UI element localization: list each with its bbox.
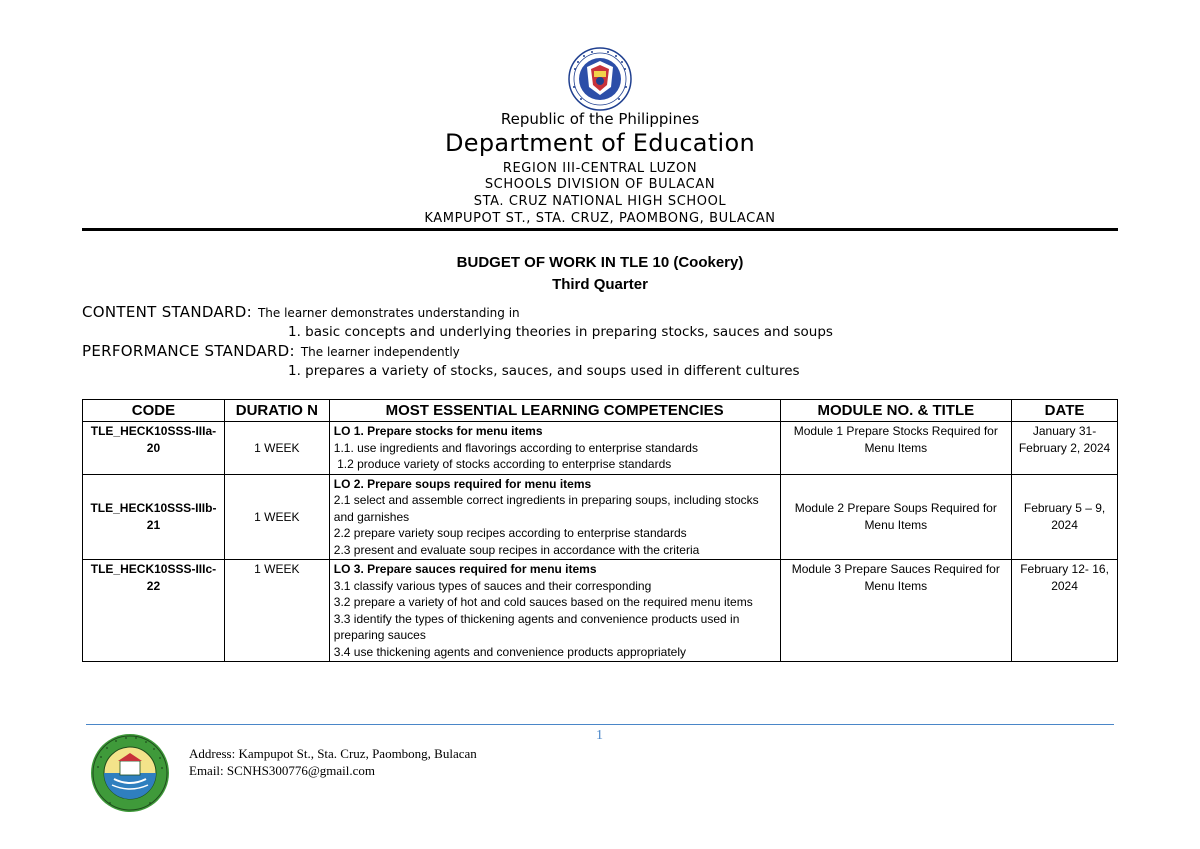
table-row (83, 422, 1118, 475)
learning-outcome-title: LO 3. Prepare sauces required for menu items (333, 562, 597, 576)
footer-address: Address: Kampupot St., Sta. Cruz, Paombong, Bulacan (189, 746, 477, 761)
date-cell: February 5 – 9, 2024 (1012, 474, 1118, 560)
code-cell: TLE_HECK10SSS-IIIc-22 (83, 560, 225, 662)
header-module: MODULE NO. & TITLE (780, 400, 1012, 422)
department-heading: Department of Education (444, 129, 755, 157)
republic-heading: Republic of the Philippines (500, 110, 700, 128)
duration-cell: 1 WEEK (224, 560, 329, 662)
module-cell: Module 1 Prepare Stocks Required for Menu Items (780, 422, 1012, 475)
header-code: CODE (83, 400, 225, 422)
budget-of-work-table (82, 399, 1118, 662)
table-header-row (83, 400, 1118, 422)
competency-item: 2.3 present and evaluate soup recipes in accordance with the criteria (333, 542, 700, 557)
competency-item: 3.4 use thickening agents and convenience products appropriately (333, 644, 687, 659)
date-cell: February 12- 16, 2024 (1012, 560, 1118, 662)
document-title: BUDGET OF WORK IN TLE 10 (Cookery) (456, 254, 744, 271)
code-cell: TLE_HECK10SSS-IIIb-21 (83, 474, 225, 560)
content-standard-item: 1. basic concepts and underlying theories in preparing stocks, sauces and soups (288, 324, 833, 340)
header-date: DATE (1012, 400, 1118, 422)
learning-outcome-title: LO 2. Prepare soups required for menu items (333, 476, 592, 491)
header-duration: DURATIO N (224, 400, 329, 422)
performance-standard (82, 342, 460, 360)
performance-standard-item: 1. prepares a variety of stocks, sauces, and soups used in different cultures (288, 363, 800, 379)
competency-item: 3.2 prepare a variety of hot and cold sauces based on the required menu items (333, 595, 753, 609)
division-heading: SCHOOLS DIVISION OF BULACAN (484, 177, 716, 192)
competency-item: 2.1 select and assemble correct ingredients in preparing soups, including stocks and garnishes (333, 493, 759, 524)
region-heading: REGION III-CENTRAL LUZON (502, 161, 698, 176)
table-row (83, 560, 1118, 662)
deped-seal-icon (561, 47, 639, 111)
competency-item: 1.1. use ingredients and flavorings according to enterprise standards (333, 440, 698, 455)
date-cell: January 31- February 2, 2024 (1012, 422, 1118, 475)
table-row (83, 474, 1118, 560)
header-competencies: MOST ESSENTIAL LEARNING COMPETENCIES (329, 400, 780, 422)
competency-item: 3.3 identify the types of thickening agents and convenience products used in preparing sauces (333, 611, 740, 642)
code-cell: TLE_HECK10SSS-IIIa-20 (83, 422, 225, 475)
competency-cell (329, 560, 780, 662)
content-standard (82, 303, 520, 321)
module-cell: Module 3 Prepare Sauces Required for Menu Items (780, 560, 1012, 662)
competency-cell (329, 474, 780, 560)
footer-email[interactable]: Email: SCNHS300776@gmail.com (189, 763, 376, 778)
school-heading: STA. CRUZ NATIONAL HIGH SCHOOL (473, 194, 727, 209)
performance-standard-lead: The learner independently (300, 345, 460, 359)
footer-divider (86, 724, 1114, 725)
duration-cell: 1 WEEK (224, 474, 329, 560)
competency-cell (329, 422, 780, 475)
competency-item: 2.2 prepare variety soup recipes according to enterprise standards (333, 526, 687, 540)
competency-item: 3.1 classify various types of sauces and their corresponding (333, 578, 652, 593)
header-divider (82, 228, 1118, 231)
duration-cell: 1 WEEK (224, 422, 329, 475)
learning-outcome-title: LO 1. Prepare stocks for menu items (333, 424, 543, 438)
performance-standard-label: PERFORMANCE STANDARD: (82, 342, 295, 360)
school-address-heading: KAMPUPOT ST., STA. CRUZ, PAOMBONG, BULACAN (424, 211, 776, 226)
competency-item: 1.2 produce variety of stocks according to enterprise standards (333, 457, 672, 471)
page-number: 1 (596, 728, 603, 743)
content-standard-lead: The learner demonstrates understanding in (257, 306, 520, 320)
quarter-subtitle: Third Quarter (552, 276, 648, 293)
content-standard-label: CONTENT STANDARD: (82, 303, 252, 321)
school-seal-icon (90, 733, 170, 813)
module-cell: Module 2 Prepare Soups Required for Menu Items (780, 474, 1012, 560)
